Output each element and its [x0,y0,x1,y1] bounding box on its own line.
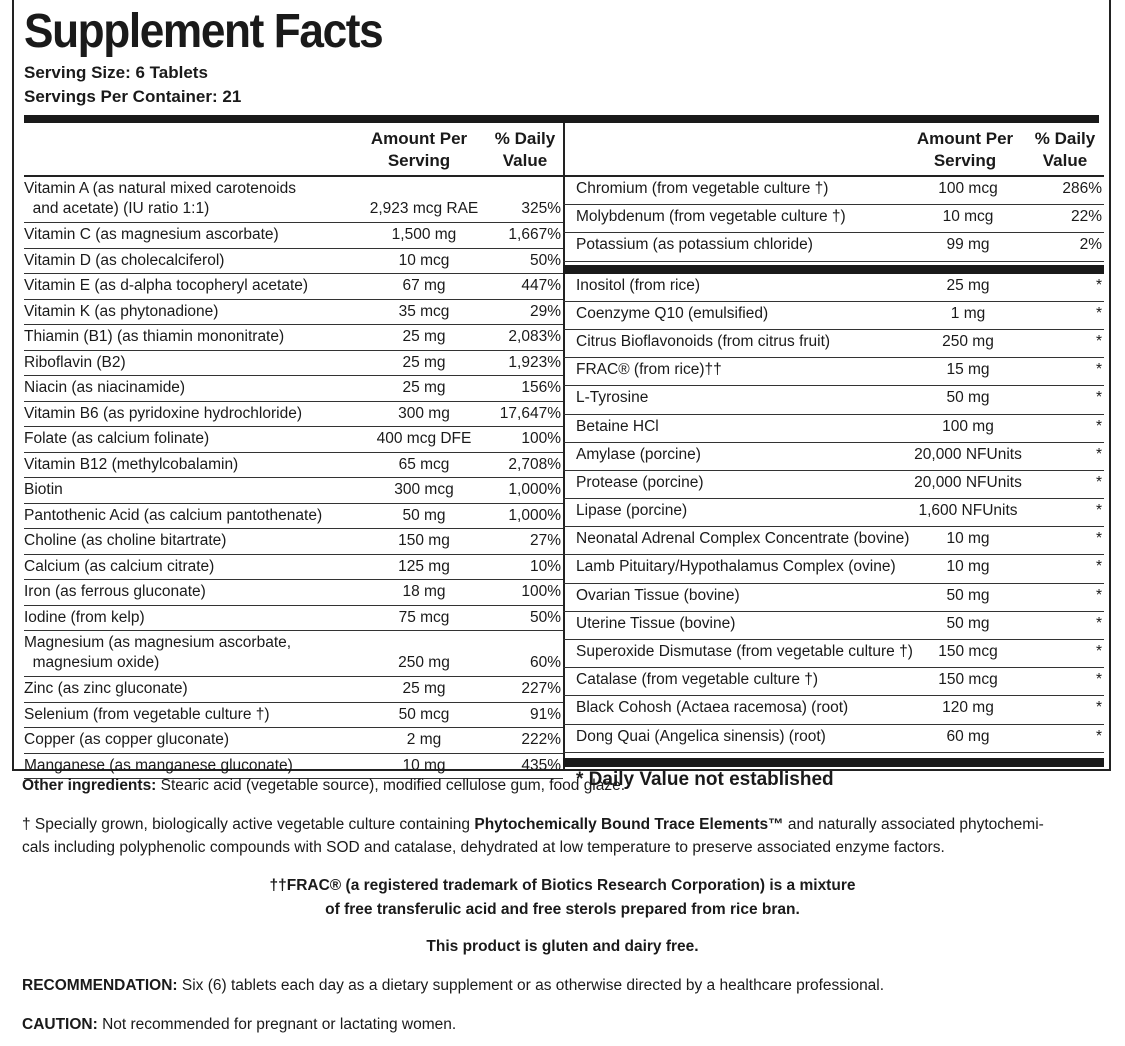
amount-value: 10 mg [402,756,446,774]
nutrient-name: Inositol (from rice) [576,276,701,294]
daily-value: 1,000% [508,506,561,524]
nutrient-row [24,728,563,754]
daily-value: 91% [529,705,561,723]
daily-value: 325% [521,200,561,217]
nutrient-row [24,177,563,223]
daily-value: 2% [1079,236,1102,254]
daily-value: 50% [529,251,561,269]
nutrient-name: Betaine HCl [576,417,659,435]
amount-value: 20,000 NFUnits [914,473,1022,491]
amount-value: 20,000 NFUnits [914,445,1022,463]
nutrient-row [563,640,1104,668]
daily-value: * [1095,671,1102,689]
nutrient-row [24,325,563,351]
nutrient-name: FRAC® (from rice)†† [576,361,722,379]
amount-value: 25 mg [946,276,990,294]
page-title: Supplement Facts [24,5,383,58]
amount-value: 25 mg [402,379,446,396]
daily-value: * [1095,304,1102,322]
nutrient-name: Riboflavin (B2) [24,353,126,371]
nutrient-name: Lamb Pituitary/Hypothalamus Complex (ovine) [576,558,896,576]
nutrient-name: Iron (as ferrous gluconate) [24,583,206,600]
daily-value: 435% [521,756,561,774]
servings-per-container: Servings Per Container: 21 [24,87,242,106]
amount-header: Amount Per Serving [370,129,468,170]
nutrient-row [24,631,563,677]
nutrient-row [563,415,1104,443]
amount-value: 67 mg [402,277,446,294]
amount-value: 1 mg [950,304,986,322]
nutrient-row [563,302,1104,330]
amount-value: 50 mg [946,614,990,632]
nutrient-row [563,358,1104,386]
amount-value: 15 mg [946,361,990,379]
nutrient-row [563,443,1104,471]
nutrient-name: Vitamin D (as cholecalciferol) [24,251,225,269]
amount-value: 100 mg [942,417,994,435]
amount-value: 10 mg [946,558,990,576]
nutrient-row [563,471,1104,499]
daily-value: 100% [521,430,561,447]
nutrient-name: Molybdenum (from vegetable culture †) [576,208,846,226]
daily-value: * [1095,558,1102,576]
recommendation: RECOMMENDATION: Six (6) tablets each day as a dietary supplement or as otherwise directed by a healthcare professional. [22,977,885,994]
daily-value: * [1095,332,1102,350]
nutrient-name: Protease (porcine) [576,473,704,491]
daily-value: * [1095,473,1102,491]
daily-value: * [1095,389,1102,407]
amount-value: 300 mcg [394,481,454,498]
amount-value: 18 mg [402,583,446,600]
amount-value: 100 mcg [938,180,998,197]
nutrient-name: Niacin (as niacinamide) [24,379,186,396]
amount-value: 150 mcg [938,643,998,660]
amount-value: 10 mcg [942,208,994,226]
nutrient-name: Magnesium (as magnesium ascorbate, [24,634,292,651]
nutrient-name: Catalase (from vegetable culture †) [576,671,819,689]
nutrient-row [24,402,563,428]
daily-value: 22% [1070,208,1102,226]
nutrient-row [563,555,1104,583]
nutrient-name: Pantothenic Acid (as calcium pantothenate) [24,506,323,524]
nutrient-name: Vitamin B12 (methylcobalamin) [24,455,239,473]
daily-value: 1,000% [508,481,561,498]
nutrient-name: Thiamin (B1) (as thiamin mononitrate) [24,328,285,345]
nutrient-name: Lipase (porcine) [576,502,688,520]
amount-value: 250 mg [398,654,450,671]
nutrient-row [24,300,563,326]
amount-value: 50 mcg [398,705,450,723]
nutrient-name: Vitamin K (as phytonadione) [24,302,219,320]
daily-value: * [1095,699,1102,717]
nutrient-name-cont: magnesium oxide) [24,654,160,671]
amount-value: 250 mg [942,332,994,350]
nutrient-name: Iodine (from kelp) [24,608,145,626]
nutrient-name: Ovarian Tissue (bovine) [576,586,740,604]
amount-value: 400 mcg DFE [376,430,472,447]
nutrient-name: Citrus Bioflavonoids (from citrus fruit) [576,332,831,350]
nutrient-row [24,504,563,530]
amount-header-right: Amount Per Serving [916,129,1014,170]
nutrient-row [24,529,563,555]
daily-value: 50% [529,608,561,626]
nutrient-name: Uterine Tissue (bovine) [576,614,736,632]
nutrient-row [563,177,1104,205]
daily-value: * [1095,727,1102,745]
amount-value: 25 mg [402,353,446,371]
left-nutrient-list [24,177,563,779]
amount-value: 50 mg [402,506,446,524]
nutrient-row [24,249,563,275]
nutrient-row [24,274,563,300]
amount-value: 99 mg [946,236,990,254]
nutrient-row [24,223,563,249]
nutrient-name: Folate (as calcium folinate) [24,430,210,447]
nutrient-name: Vitamin A (as natural mixed carotenoids [24,180,296,197]
nutrient-row [24,580,563,606]
nutrient-name: Vitamin C (as magnesium ascorbate) [24,226,279,243]
nutrient-name: Neonatal Adrenal Complex Concentrate (bovine) [576,530,910,548]
dv-note-divider [563,758,1104,767]
nutrient-name-cont: and acetate) (IU ratio 1:1) [24,200,210,217]
amount-value: 150 mcg [938,671,998,689]
serving-size: Serving Size: 6 Tablets [24,63,208,82]
nutrient-row [563,330,1104,358]
nutrient-name: Vitamin B6 (as pyridoxine hydrochloride) [24,404,302,422]
nutrient-row [563,205,1104,233]
daily-value: 10% [529,557,561,575]
nutrient-row [24,703,563,729]
amount-value: 50 mg [946,389,990,407]
right-nutrient-list-bottom [563,274,1104,753]
nutrient-name: Calcium (as calcium citrate) [24,557,215,575]
nutrient-name: Black Cohosh (Actaea racemosa) (root) [576,699,849,717]
daily-value: 156% [521,379,561,396]
nutrient-name: Selenium (from vegetable culture †) [24,705,270,723]
amount-value: 2,923 mcg RAE [369,200,479,217]
other-ingredients: Other ingredients: Stearic acid (vegetable source), modified cellulose gum, food glaze. [22,777,626,794]
nutrient-row [563,612,1104,640]
dv-note: * Daily Value not established [576,768,834,790]
amount-value: 1,500 mg [391,226,457,243]
nutrient-name: Biotin [24,481,63,498]
nutrient-row [24,427,563,453]
nutrient-row [24,677,563,703]
dagger-note-line2: cals including polyphenolic compounds with SOD and catalase, dehydrated at low temperature to preserve associated enzyme factors. [22,839,945,856]
nutrient-name: Choline (as choline bitartrate) [24,532,227,549]
daily-value: 29% [529,302,561,320]
nutrient-name: Potassium (as potassium chloride) [576,236,813,254]
top-divider [24,115,1099,123]
daily-value: 447% [521,277,561,294]
daily-value: * [1095,276,1102,294]
amount-value: 300 mg [398,404,450,422]
nutrient-row [24,453,563,479]
nutrient-row [563,233,1104,261]
daily-value: 286% [1062,180,1102,197]
gluten-free-note: This product is gluten and dairy free. [426,938,699,955]
daily-value: 60% [529,654,561,671]
daily-value: 100% [521,583,561,600]
daily-value: 222% [521,731,561,748]
left-column-header [24,123,563,177]
frac-note-line2: of free transferulic acid and free sterols prepared from rice bran. [325,901,800,918]
left-column [24,123,565,774]
daily-value: * [1095,445,1102,463]
daily-value: 227% [521,680,561,697]
nutrient-name: L-Tyrosine [576,389,649,407]
nutrient-row [563,584,1104,612]
amount-value: 75 mcg [398,608,450,626]
nutrient-row [24,606,563,632]
nutrient-row [24,351,563,377]
amount-value: 150 mg [398,532,450,549]
dv-header-right: % Daily Value [1034,129,1096,170]
nutrient-name: Dong Quai (Angelica sinensis) (root) [576,727,826,745]
nutrient-row [24,754,563,780]
amount-value: 65 mcg [398,455,450,473]
nutrient-name: Superoxide Dismutase (from vegetable culture †) [576,643,913,660]
nutrient-row [563,725,1104,753]
amount-value: 10 mcg [398,251,450,269]
amount-value: 50 mg [946,586,990,604]
nutrient-row [24,376,563,402]
caution: CAUTION: Not recommended for pregnant or lactating women. [22,1016,457,1033]
nutrient-row [24,478,563,504]
amount-value: 120 mg [942,699,994,717]
right-divider [563,265,1104,274]
frac-note-line1: ††FRAC® (a registered trademark of Biotics Research Corporation) is a mixture [269,877,856,894]
nutrient-row [563,499,1104,527]
dagger-note: † Specially grown, biologically active vegetable culture containing Phytochemically Bound Trace Elements™ and naturally associated phytochemi- [22,816,1044,833]
nutrient-row [563,668,1104,696]
amount-value: 60 mg [946,727,990,745]
nutrient-name: Vitamin E (as d-alpha tocopheryl acetate) [24,277,309,294]
amount-value: 35 mcg [398,302,450,320]
nutrient-name: Manganese (as manganese gluconate) [24,756,293,774]
nutrient-row [24,555,563,581]
nutrient-row [563,527,1104,555]
dv-header: % Daily Value [494,129,556,170]
daily-value: * [1095,502,1102,520]
nutrient-row [563,274,1104,302]
daily-value: 2,708% [508,455,561,473]
right-nutrient-list-top [563,177,1104,262]
daily-value: 27% [529,532,561,549]
amount-value: 10 mg [946,530,990,548]
daily-value: * [1095,417,1102,435]
daily-value: * [1095,586,1102,604]
nutrient-name: Zinc (as zinc gluconate) [24,680,188,697]
daily-value: * [1095,614,1102,632]
daily-value: 1,923% [508,353,561,371]
daily-value: * [1095,361,1102,379]
nutrient-row [563,696,1104,724]
nutrient-row [563,386,1104,414]
nutrient-name: Chromium (from vegetable culture †) [576,180,829,197]
daily-value: * [1095,530,1102,548]
nutrient-name: Copper (as copper gluconate) [24,731,230,748]
right-column-header [563,123,1104,177]
amount-value: 2 mg [406,731,442,748]
nutrient-name: Coenzyme Q10 (emulsified) [576,304,769,322]
daily-value: 2,083% [508,328,561,345]
daily-value: 1,667% [508,226,561,243]
amount-value: 25 mg [402,680,446,697]
daily-value: * [1095,643,1102,660]
amount-value: 25 mg [402,328,446,345]
amount-value: 125 mg [398,557,450,575]
daily-value: 17,647% [499,404,561,422]
right-column [563,123,1104,789]
nutrient-name: Amylase (porcine) [576,445,701,463]
amount-value: 1,600 NFUnits [918,502,1018,520]
